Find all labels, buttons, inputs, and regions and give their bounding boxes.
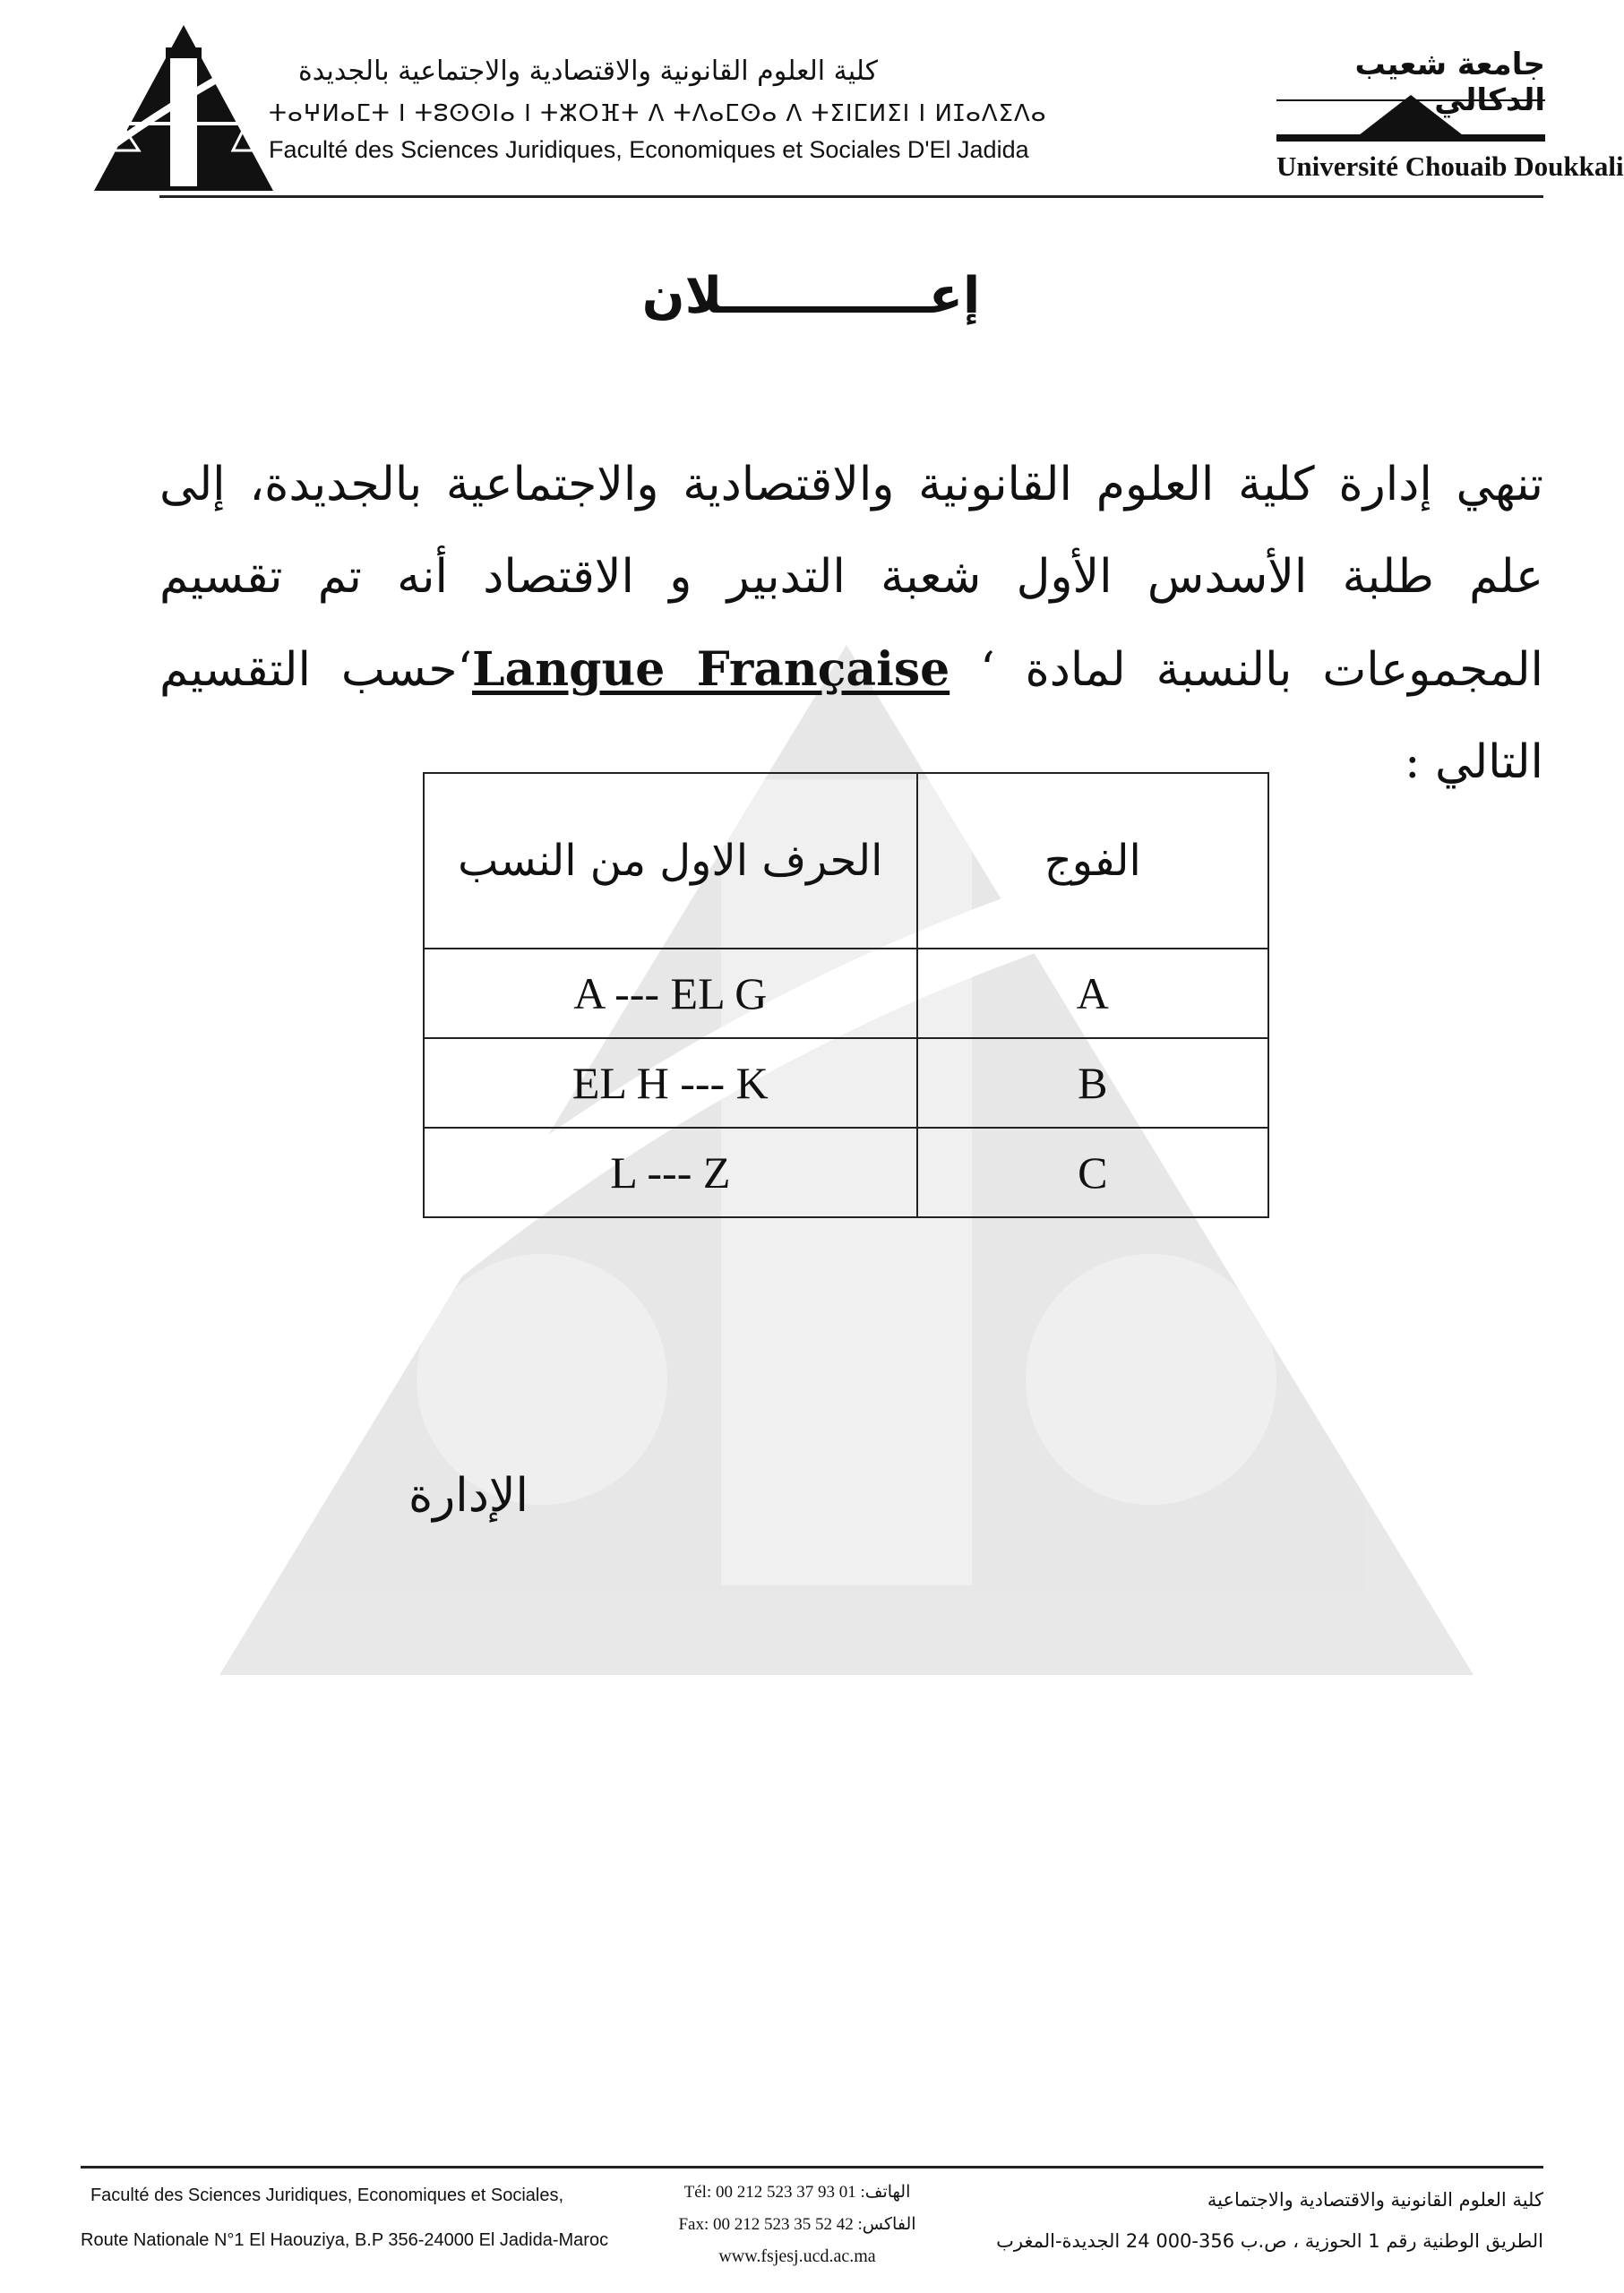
faculty-name-arabic: كلية العلوم القانونية والاقتصادية والاجتماعية بالجديدة bbox=[298, 56, 878, 87]
letters-cell: EL H --- K bbox=[424, 1038, 917, 1128]
letters-cell: A --- EL G bbox=[424, 949, 917, 1038]
body-text-after: ‘حسب التقسيم التالي : bbox=[159, 643, 1543, 789]
group-cell: A bbox=[917, 949, 1268, 1038]
signature-administration: الإدارة bbox=[408, 1469, 528, 1523]
footer-divider bbox=[81, 2166, 1543, 2168]
letters-cell: L --- Z bbox=[424, 1128, 917, 1217]
announcement-body bbox=[159, 439, 1543, 809]
footer-faculty-french: Faculté des Sciences Juridiques, Economiques et Sociales, bbox=[90, 2186, 564, 2205]
group-cell: C bbox=[917, 1128, 1268, 1217]
table-row bbox=[424, 1128, 1268, 1217]
university-emblem-icon bbox=[1276, 88, 1545, 142]
header-group: الفوج bbox=[917, 773, 1268, 949]
university-name-french: Université Chouaib Doukkali bbox=[1276, 150, 1624, 182]
footer-fax: Fax: 00 212 523 35 52 42 :الفاكس bbox=[678, 2215, 916, 2234]
table-row bbox=[424, 949, 1268, 1038]
footer-website-link[interactable]: www.fsjesj.ucd.ac.ma bbox=[718, 2246, 876, 2266]
faculty-name-french: Faculté des Sciences Juridiques, Economiques et Sociales D'El Jadida bbox=[269, 136, 1029, 163]
university-name-arabic: جامعة شعيب الدكالي bbox=[1354, 47, 1545, 118]
table-header-row bbox=[424, 773, 1268, 949]
footer-phone: Tél: 00 212 523 37 93 01 :الهاتف bbox=[683, 2183, 911, 2202]
footer-address-arabic: الطريق الوطنية رقم 1 الحوزية ، ص.ب 356-000 24 الجديدة-المغرب bbox=[996, 2230, 1543, 2252]
faculty-logo-icon bbox=[94, 25, 273, 191]
table-row bbox=[424, 1038, 1268, 1128]
course-subject: Langue Française bbox=[472, 642, 950, 697]
announcement-title: إعــــــــــــلان bbox=[641, 267, 981, 325]
header-divider bbox=[159, 195, 1543, 198]
groups-table bbox=[423, 772, 1269, 1218]
faculty-name-tifinagh: ⵜⴰⵖⵍⴰⵎⵜ ⵏ ⵜⵓⵙⵙⵏⴰ ⵏ ⵜⵣⵔⴼⵜ ⴷ ⵜⴷⴰⵎⵙⴰ ⴷ ⵜⵉⵏⵎⵍⵉⵏ ⵏ ⵍⵊⴰⴷⵉⴷⴰ bbox=[269, 100, 1047, 127]
group-cell: B bbox=[917, 1038, 1268, 1128]
footer-address-french: Route Nationale N°1 El Haouziya, B.P 356-24000 El Jadida-Maroc bbox=[81, 2230, 609, 2250]
header-letters: الحرف الاول من النسب bbox=[424, 773, 917, 949]
body-text-before: تنهي إدارة كلية العلوم القانونية والاقتصادية والاجتماعية بالجديدة، إلى علم طلبة الأسدس الأول شعبة التدبير و الاقتصاد أنه تم تقسيم المجموعات بالنسبة لمادة ‘ bbox=[159, 458, 1543, 697]
footer-faculty-arabic: كلية العلوم القانونية والاقتصادية والاجتماعية bbox=[1207, 2189, 1543, 2211]
